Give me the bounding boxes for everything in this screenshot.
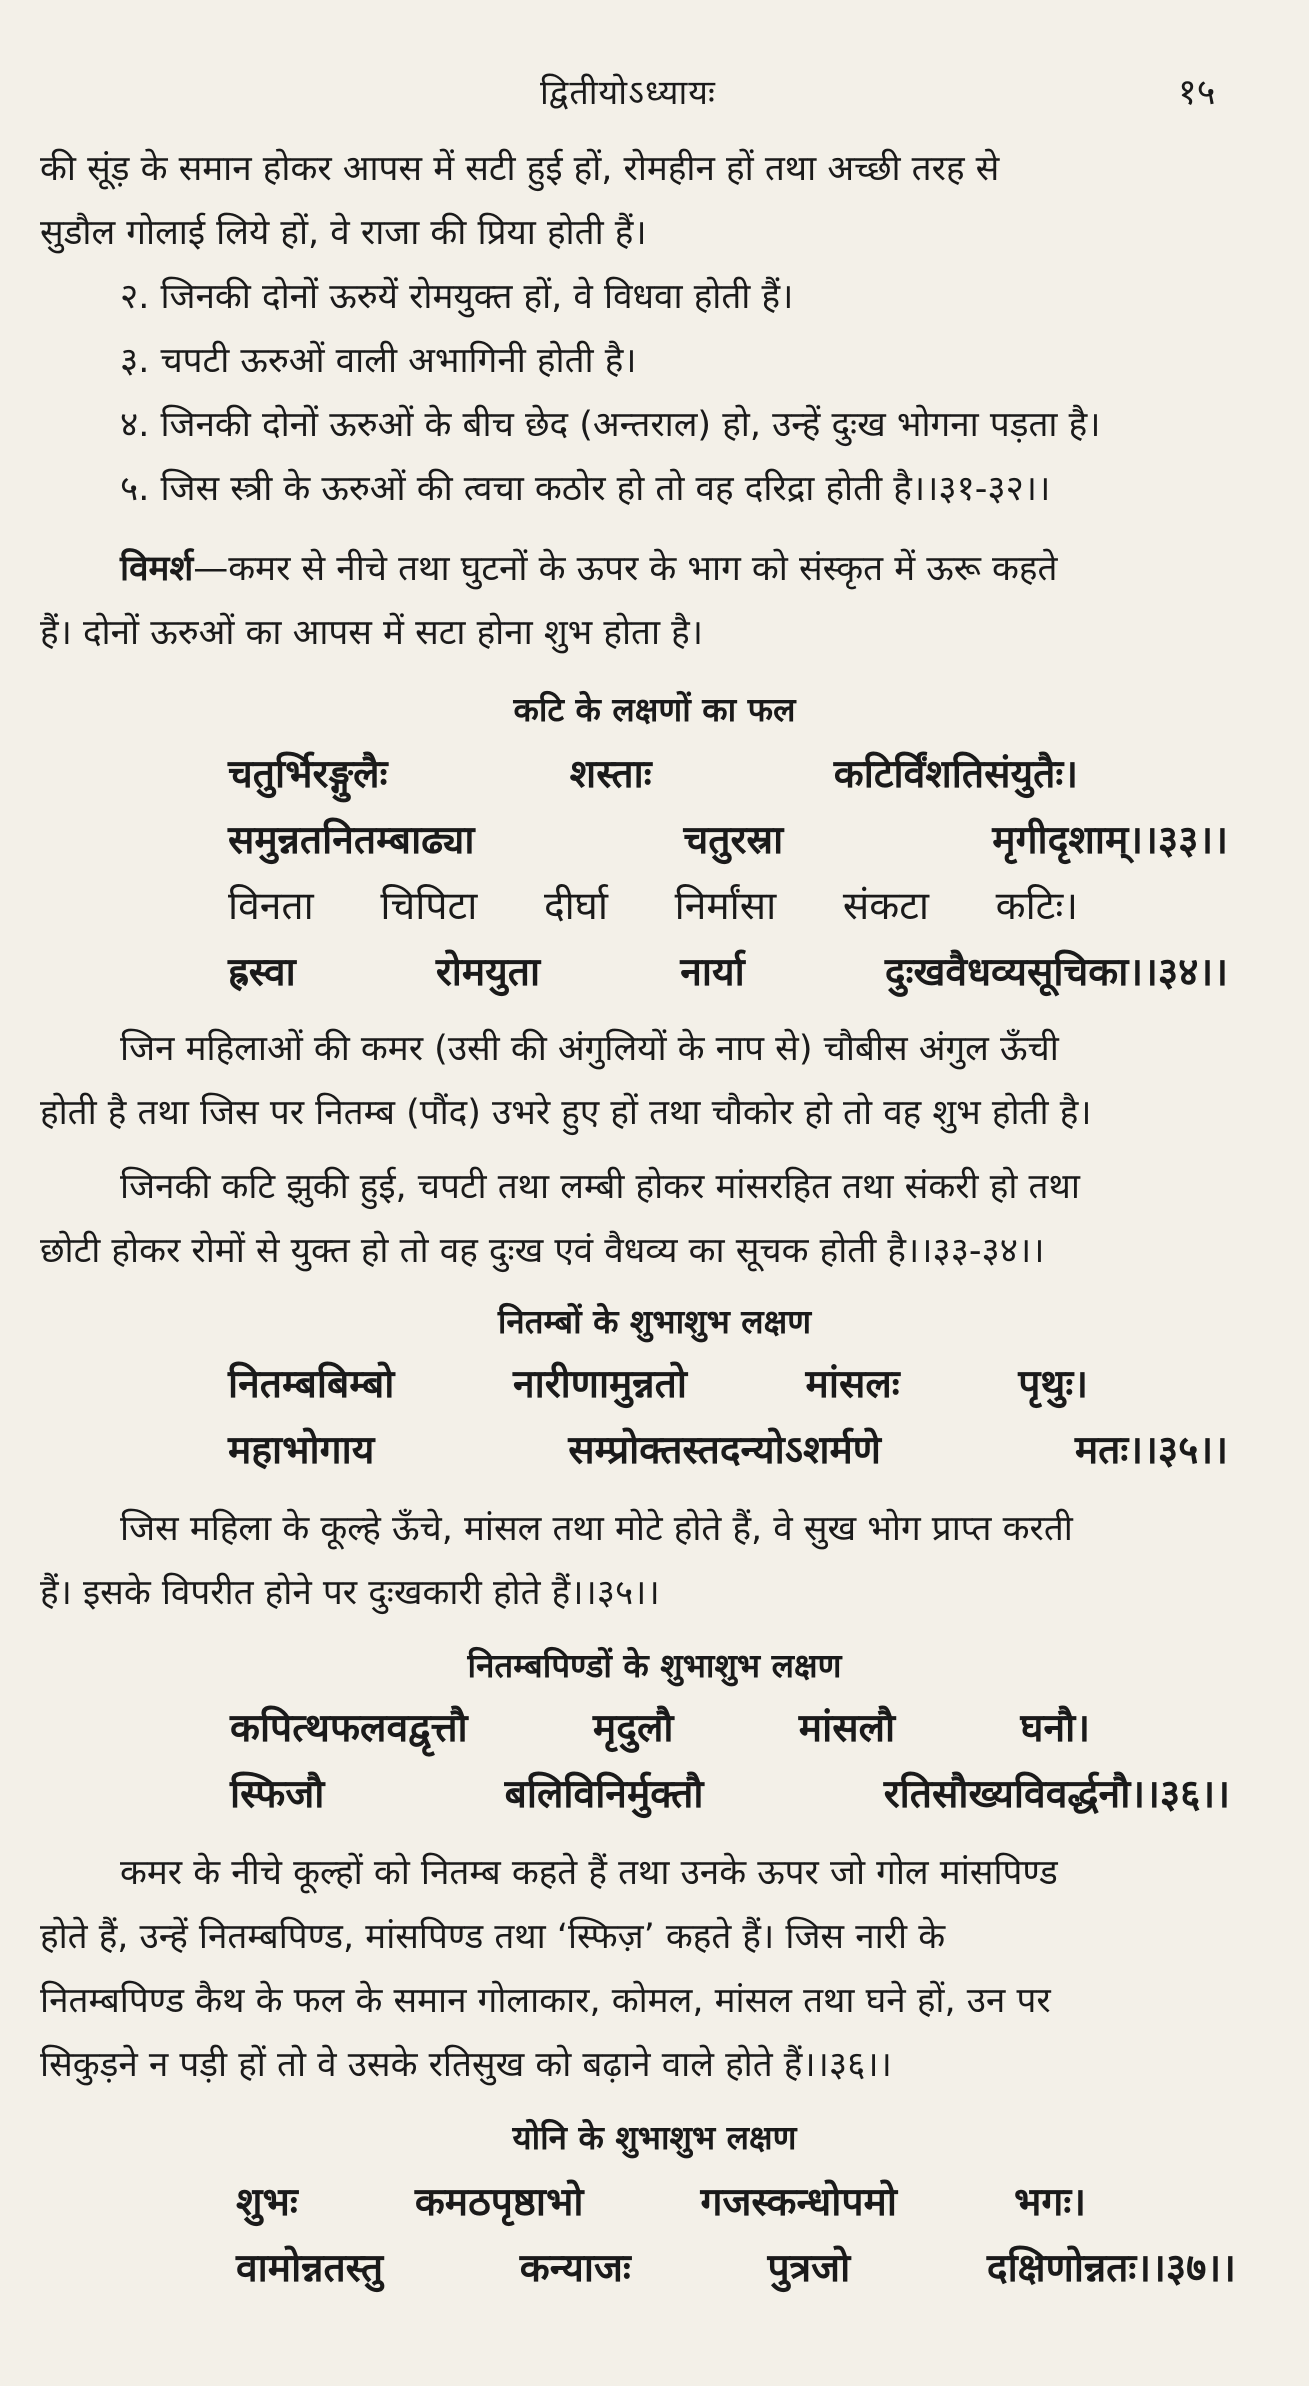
verse-line: [236, 2180, 1086, 2227]
verse-word: रोमयुता: [435, 950, 541, 995]
text-line: जिस महिला के कूल्हे ऊँचे, मांसल तथा मोटे होते हैं, वे सुख भोग प्राप्त करती: [120, 1509, 1073, 1549]
list-item: ३. चपटी ऊरुओं वाली अभागिनी होती है।: [120, 341, 637, 381]
verse-word: दीर्घा: [543, 884, 608, 929]
verse-word: चतुर्भिरङ्गुलैः: [228, 752, 388, 797]
verse-word: कटिः।: [995, 884, 1078, 929]
verse-word: संकटा: [842, 884, 929, 929]
verse-line: [228, 818, 1228, 865]
verse-word: चतुरस्रा: [683, 818, 784, 863]
text-line: छोटी होकर रोमों से युक्त हो तो वह दुःख एवं वैधव्य का सूचक होती है।।३३-३४।।: [40, 1231, 1045, 1271]
verse-word: नारीणामुन्नतो: [512, 1362, 687, 1407]
list-item: २. जिनकी दोनों ऊरुयें रोमयुक्त हों, वे विधवा होती हैं।: [120, 277, 794, 317]
text-line: होते हैं, उन्हें नितम्बपिण्ड, मांसपिण्ड तथा ‘स्फिज़’ कहते हैं। जिस नारी के: [40, 1917, 946, 1957]
section-heading: नितम्बपिण्डों के शुभाशुभ लक्षण: [467, 1646, 842, 1685]
verse-line: [230, 1706, 1090, 1753]
verse-word: शस्ताः: [569, 752, 652, 797]
text-line: की सूंड़ के समान होकर आपस में सटी हुई हों, रोमहीन हों तथा अच्छी तरह से: [40, 149, 1000, 189]
verse-line: [236, 2246, 1236, 2293]
verse-word: मृदुलौ: [592, 1706, 674, 1751]
text-line: जिन महिलाओं की कमर (उसी की अंगुलियों के नाप से) चौबीस अंगुल ऊँची: [120, 1029, 1059, 1069]
verse-word: भगः।: [1013, 2180, 1086, 2225]
verse-word: पुत्रजो: [767, 2246, 851, 2291]
verse-word: दक्षिणोन्नतः।।३७।।: [986, 2246, 1236, 2291]
verse-word: बलिविनिर्मुक्तौ: [504, 1772, 704, 1817]
text-line: सिकुड़ने न पड़ी हों तो वे उसके रतिसुख को बढ़ाने वाले होते हैं।।३६।।: [40, 2045, 892, 2085]
verse-word: निर्मांसा: [674, 884, 777, 929]
chapter-title: द्वितीयोऽध्यायः: [540, 73, 716, 113]
verse-word: विनता: [228, 884, 314, 929]
verse-word: चिपिटा: [380, 884, 478, 929]
section-heading: योनि के शुभाशुभ लक्षण: [512, 2118, 797, 2157]
verse-line: [228, 1362, 1088, 1409]
text-line: हैं। दोनों ऊरुओं का आपस में सटा होना शुभ होता है।: [40, 613, 704, 653]
verse-word: ह्रस्वा: [228, 950, 296, 995]
text-line: सुडौल गोलाई लिये हों, वे राजा की प्रिया होती हैं।: [40, 213, 647, 253]
page-number: १५: [1178, 72, 1216, 113]
list-item: ४. जिनकी दोनों ऊरुओं के बीच छेद (अन्तराल) हो, उन्हें दुःख भोगना पड़ता है।: [120, 405, 1101, 445]
verse-word: मृगीदृशाम्।।३३।।: [992, 818, 1228, 863]
verse-word: समुन्नतनितम्बाढ्या: [228, 818, 475, 863]
verse-word: मांसलः: [805, 1362, 900, 1407]
verse-word: गजस्कन्धोपमो: [700, 2180, 897, 2225]
text-line: नितम्बपिण्ड कैथ के फल के समान गोलाकार, कोमल, मांसल तथा घने हों, उन पर: [40, 1981, 1051, 2021]
section-heading: नितम्बों के शुभाशुभ लक्षण: [497, 1302, 812, 1341]
vimarsh-line: [120, 548, 1057, 590]
text-line: होती है तथा जिस पर नितम्ब (पौंद) उभरे हुए हों तथा चौकोर हो तो वह शुभ होती है।: [40, 1093, 1092, 1133]
verse-line: [230, 1772, 1230, 1819]
verse-word: वामोन्नतस्तु: [236, 2246, 384, 2291]
verse-line: [228, 884, 1078, 931]
verse-word: सम्प्रोक्तस्तदन्योऽशर्मणे: [568, 1428, 882, 1473]
text-line: कमर के नीचे कूल्हों को नितम्ब कहते हैं तथा उनके ऊपर जो गोल मांसपिण्ड: [120, 1853, 1058, 1893]
verse-line: [228, 752, 1078, 799]
verse-word: शुभः: [236, 2180, 298, 2225]
verse-word: कमठपृष्ठाभो: [414, 2180, 584, 2225]
verse-word: कटिर्विंशतिसंयुतैः।: [833, 752, 1078, 797]
verse-word: कन्याजः: [519, 2246, 631, 2291]
vimarsh-text: —कमर से नीचे तथा घुटनों के ऊपर के भाग को संस्कृत में ऊरू कहते: [193, 549, 1058, 589]
verse-word: नितम्बबिम्बो: [228, 1362, 395, 1407]
verse-word: रतिसौख्यविवर्द्धनौ।।३६।।: [883, 1772, 1230, 1817]
list-item: ५. जिस स्त्री के ऊरुओं की त्वचा कठोर हो तो वह दरिद्रा होती है।।३१-३२।।: [120, 469, 1051, 509]
verse-line: [228, 1428, 1228, 1475]
section-heading: कटि के लक्षणों का फल: [513, 690, 796, 729]
text-line: जिनकी कटि झुकी हुई, चपटी तथा लम्बी होकर मांसरहित तथा संकरी हो तथा: [120, 1167, 1080, 1207]
verse-word: मतः।।३५।।: [1074, 1428, 1228, 1473]
verse-word: कपित्थफलवद्वृत्तौ: [230, 1706, 468, 1751]
verse-word: महाभोगाय: [228, 1428, 375, 1473]
verse-word: पृथुः।: [1018, 1362, 1088, 1407]
verse-word: नार्या: [680, 950, 745, 995]
text-line: हैं। इसके विपरीत होने पर दुःखकारी होते हैं।।३५।।: [40, 1573, 660, 1613]
verse-word: घनौ।: [1020, 1706, 1090, 1751]
verse-word: मांसलौ: [798, 1706, 896, 1751]
vimarsh-label: विमर्श: [120, 549, 194, 589]
verse-word: स्फिजौ: [230, 1772, 325, 1817]
verse-line: [228, 950, 1228, 997]
verse-word: दुःखवैधव्यसूचिका।।३४।।: [884, 950, 1228, 995]
